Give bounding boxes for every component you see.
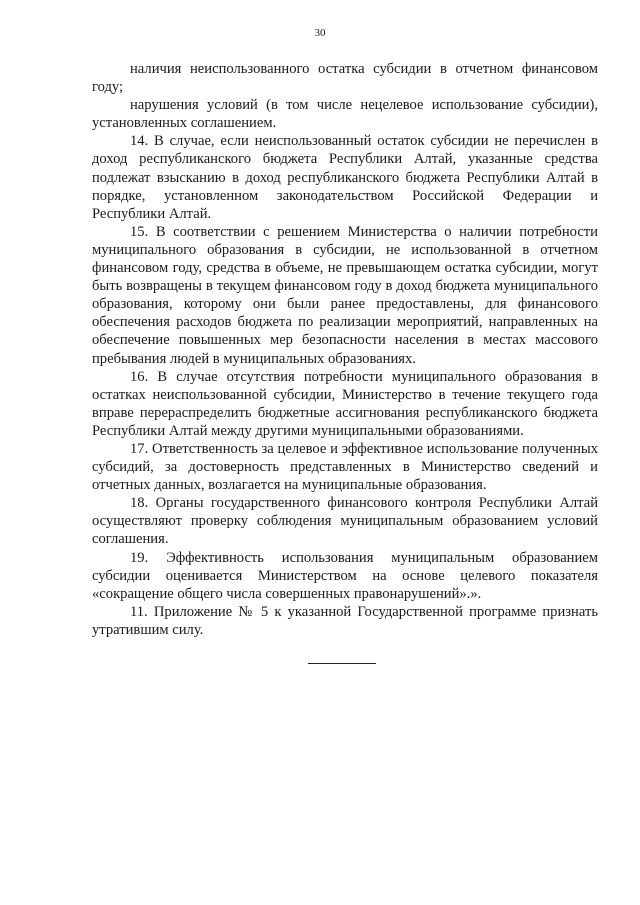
paragraph: нарушения условий (в том числе нецелевое использование субсидии), установленных соглашением. — [92, 97, 598, 132]
paragraph: 15. В соответствии с решением Министерства о наличии потребности муниципального образования в субсидии, не использованной в отчетном финансовом году, средства в объеме, не превышающем остатка субсидии, могут быть возвращены в текущем финансовом году в доход бюджета муниципального образования, которому они были ранее предоставлены, для финансового обеспечения расходов бюджета по реализации мероприятий, направленных на обеспечение повышенных мер безопасности населения в местах массового пребывания людей в муниципальных образованиях. — [92, 223, 598, 367]
paragraph: 16. В случае отсутствия потребности муниципального образования в остатках неиспользованной субсидии, Министерство в течение текущего года вправе перераспределить бюджетные ассигнования республиканского бюджета Республики Алтай между другими муниципальными образованиями. — [92, 368, 598, 439]
paragraph: 17. Ответственность за целевое и эффективное использование полученных субсидий, за достоверность представленных в Министерство сведений и отчетных данных, возлагается на муниципальные образования. — [92, 440, 598, 494]
document-body — [92, 60, 598, 639]
paragraph: 19. Эффективность использования муниципальным образованием субсидии оценивается Министерством на основе целевого показателя «сокращение общего числа совершенных правонарушений».». — [92, 549, 598, 602]
paragraph: наличия неиспользованного остатка субсидии в отчетном финансовом году; — [92, 61, 598, 96]
page-number: 30 — [314, 27, 326, 39]
paragraph: 18. Органы государственного финансового контроля Республики Алтай осуществляют проверку соблюдения муниципальным образованием условий соглашения. — [92, 495, 598, 548]
paragraph: 14. В случае, если неиспользованный остаток субсидии не перечислен в доход республиканского бюджета Республики Алтай, указанные средства подлежат взысканию в доход республиканского бюджета Республики Алтай в порядке, установленном законодательством Российской Федерации и Республики Алтай. — [92, 133, 598, 222]
paragraph: 11. Приложение № 5 к указанной Государственной программе признать утратившим силу. — [92, 603, 598, 638]
closing-rule — [308, 663, 376, 664]
